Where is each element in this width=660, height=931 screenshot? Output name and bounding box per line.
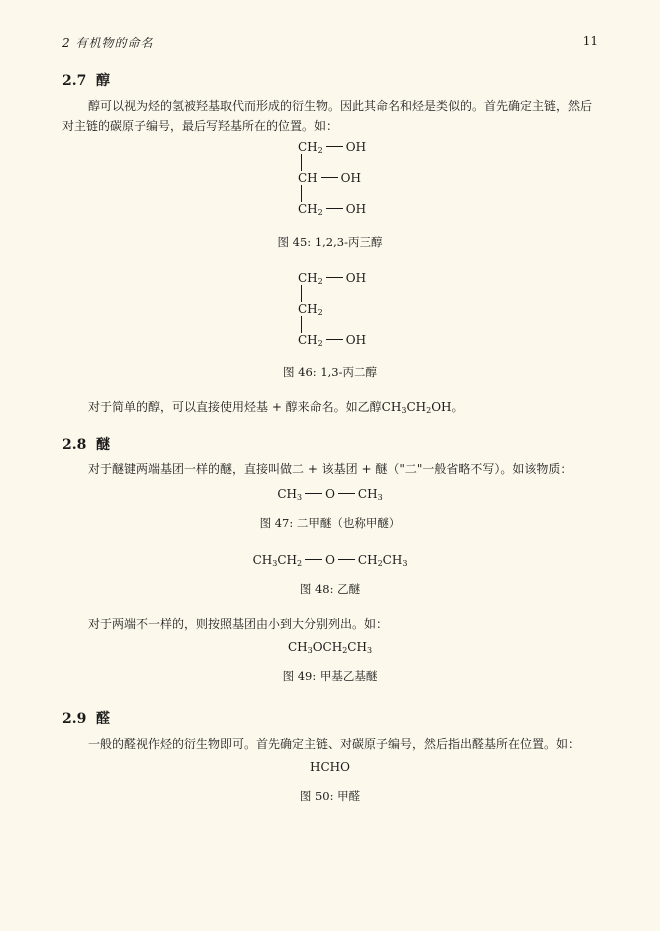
paragraph-aldehyde-intro: 一般的醛视作烃的衍生物即可。首先确定主链、对碳原子编号，然后指出醛基所在位置。如： bbox=[88, 737, 581, 751]
vertical-bond bbox=[301, 285, 302, 302]
figure-caption-47: 图 47: 二甲醚（也称甲醚） bbox=[259, 516, 401, 530]
paragraph-alcohol-intro: 醇可以视为烃的氢被羟基取代而形成的衍生物。因此其命名和烃是类似的。首先确定主链，然后对主链的碳原子编号，最后写羟基所在的位置。如： bbox=[62, 99, 593, 133]
figure-caption-50: 图 50: 甲醛 bbox=[299, 789, 361, 803]
formula-dimethyl-ether: $CH_3$ O $CH_3$ bbox=[277, 487, 383, 502]
section-heading: 醛 bbox=[96, 711, 110, 727]
structure-glycerol bbox=[298, 140, 366, 216]
paragraph-ether-intro: 对于醚键两端基团一样的醚，直接叫做二 + 该基团 + 醚（"二"一般省略不写）。如该物质： bbox=[88, 462, 573, 476]
section-number: 2.9 bbox=[62, 711, 87, 727]
propanediol-row1: $CH_2$ OH bbox=[298, 271, 367, 286]
section-title-alcohol bbox=[62, 70, 110, 90]
structure-propanediol bbox=[298, 271, 366, 347]
paragraph-simple-alcohol: 对于简单的醇，可以直接使用烃基 + 醇来命名。如乙醇$CH_3CH_2OH$。 bbox=[88, 400, 464, 415]
glycerol-row2: CH OH bbox=[298, 171, 361, 185]
figure-caption-48: 图 48: 乙醚 bbox=[299, 582, 361, 596]
glycerol-row1: $CH_2$ OH bbox=[298, 140, 367, 155]
section-heading: 醚 bbox=[96, 437, 110, 453]
running-head: 2 有机物的命名 bbox=[62, 36, 154, 50]
figure-caption-49: 图 49: 甲基乙基醚 bbox=[282, 669, 378, 683]
glycerol-row3: $CH_2$ OH bbox=[298, 202, 367, 217]
propanediol-row3: $CH_2$ OH bbox=[298, 333, 367, 348]
formula-formaldehyde: HCHO bbox=[310, 760, 350, 774]
propanediol-row2: $CH_2$ bbox=[298, 302, 323, 317]
vertical-bond bbox=[301, 185, 302, 202]
section-number: 2.8 bbox=[62, 437, 87, 453]
vertical-bond bbox=[301, 316, 302, 333]
page-number: 11 bbox=[582, 34, 598, 48]
section-heading: 醇 bbox=[96, 73, 110, 89]
paragraph-ether-mixed: 对于两端不一样的，则按照基团由小到大分别列出。如： bbox=[88, 617, 389, 631]
formula-diethyl-ether: $CH_3CH_2$ O $CH_2CH_3$ bbox=[252, 553, 408, 568]
vertical-bond bbox=[301, 154, 302, 171]
section-title-aldehyde bbox=[62, 708, 110, 728]
figure-caption-46: 图 46: 1,3-丙二醇 bbox=[283, 365, 377, 379]
section-number: 2.7 bbox=[62, 73, 87, 89]
figure-caption-45: 图 45: 1,2,3-丙三醇 bbox=[277, 235, 383, 249]
formula-methyl-ethyl-ether: $CH_3OCH_2CH_3$ bbox=[287, 640, 373, 655]
section-title-ether bbox=[62, 434, 110, 454]
